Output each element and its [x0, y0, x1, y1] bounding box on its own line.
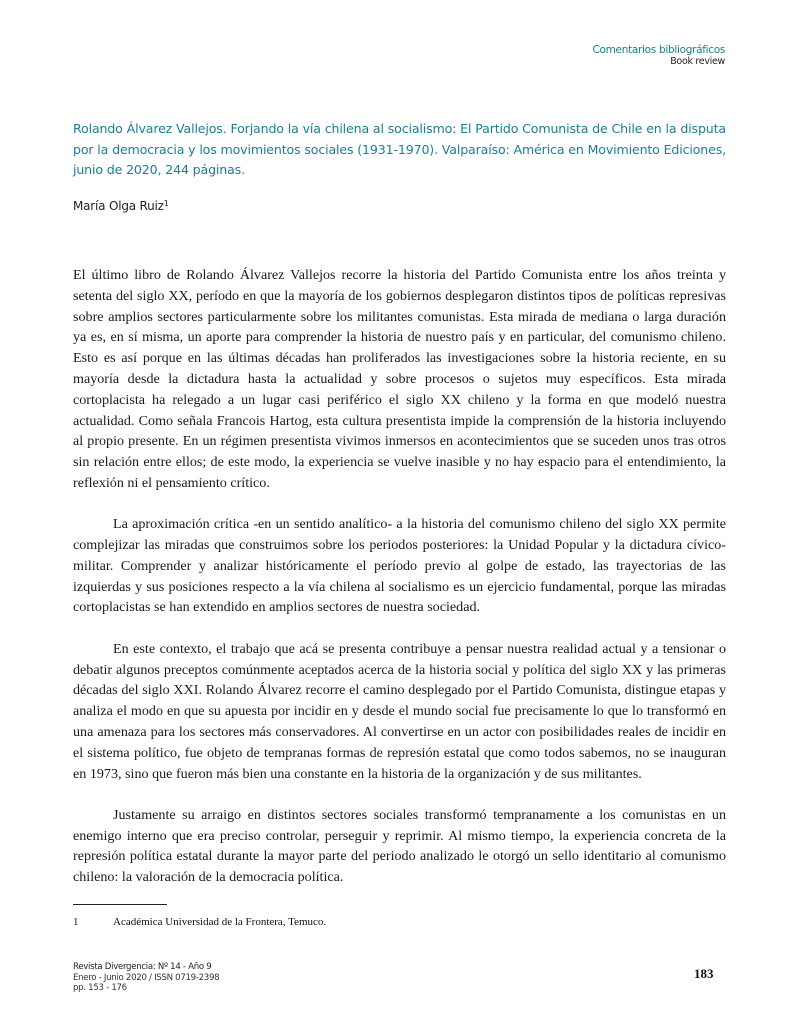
- author-name: María Olga Ruiz: [73, 199, 164, 213]
- paragraph: El último libro de Rolando Álvarez Vallejos recorre la historia del Partido Comunista entre los años treinta y setenta del siglo XX, período en que la mayoría de los gobiernos desplegaron distintos tipos de políticas represivas sobre amplios sectores particularmente sobre los militantes comunistas. Esta mirada de mediana o larga duración ya es, en sí misma, un aporte para comprender la historia de nuestro país y en particular, del comunismo chileno. Esto es así porque en las últimas décadas han proliferados las investigaciones sobre la historia reciente, en su mayoría desde la dictadura hasta la actualidad y sobre procesos o sujetos muy específicos. Esta mirada cortoplacista ha relegado a un lugar casi periférico el siglo XX chileno y la forma en que modeló nuestra actualidad. Como señala Francois Hartog, esta cultura presentista impide la comprensión de la historia incluyendo al propio presente. En un régimen presentista vivimos inmersos en acontecimientos que se suceden unos tras otros sin relación entre ellos; de este modo, la experiencia se vuelve inasible y no hay espacio para el entendimiento, la reflexión ni el pensamiento crítico.: [73, 267, 726, 491]
- article-title: Rolando Álvarez Vallejos. Forjando la vía chilena al socialismo: El Partido Comunista de Chile en la disputa por la democracia y los movimientos sociales (1931-1970). Valparaíso: América en Movimiento Ediciones, junio de 2020, 244 páginas.: [73, 121, 726, 177]
- section-subtitle: Book review: [670, 56, 725, 67]
- paragraph: Justamente su arraigo en distintos sectores sociales transformó tempranamente a los comunistas en un enemigo interno que era preciso controlar, perseguir y reprimir. Al mismo tiempo, la experiencia concreta de la represión política estatal durante la mayor parte del periodo analizado le otorgó un sello identitario al comunismo chileno: la valoración de la democracia política.: [73, 806, 726, 886]
- author-line: [73, 199, 169, 213]
- footnote-divider: [73, 904, 167, 905]
- paragraph: La aproximación crítica -en un sentido analítico- a la historia del comunismo chileno del siglo XX permite complejizar las miradas que construimos sobre los periodos posteriores: la Unidad Popular y la dictadura cívico-militar. Comprender y analizar históricamente el período previo al golpe de estado, las trayectorias de las izquierdas y sus posiciones respecto a la vía chilena al socialismo es un ejercicio fundamental, porque las miradas cortoplacistas se han extendido en amplios sectores de nuestra sociedad.: [73, 516, 726, 616]
- article-body: [73, 265, 726, 909]
- section-title: Comentarios bibliográficos: [592, 44, 725, 56]
- journal-name: Revista Divergencia: Nº 14 - Año 9: [73, 962, 212, 972]
- journal-pages: pp. 153 - 176: [73, 983, 127, 993]
- running-header: [592, 44, 725, 67]
- journal-info: [73, 962, 219, 994]
- page-number: 183: [694, 966, 714, 981]
- footnote-text: Académica Universidad de la Frontera, Temuco.: [113, 916, 327, 928]
- footnote: [73, 916, 326, 928]
- paragraph: En este contexto, el trabajo que acá se presenta contribuye a pensar nuestra realidad actual y a tensionar o debatir algunos preceptos comúnmente aceptados acerca de la historia social y política del siglo XX y las primeras décadas del siglo XXI. Rolando Álvarez recorre el camino desplegado por el Partido Comunista, distingue etapas y analiza el modo en que su apuesta por incidir en y desde el mundo social fue precisamente lo que lo transformó en una amenaza para los sectores más conservadores. Al convertirse en un actor con posibilidades reales de incidir en el sistema político, fue objeto de tempranas formas de represión estatal que como todos sabemos, no se inauguran en 1973, sino que fueron más bien una constante en la historia de la organización y de sus militantes.: [73, 640, 726, 782]
- footnote-number: 1: [73, 916, 79, 928]
- footnote-ref[interactable]: 1: [163, 199, 169, 208]
- journal-issue: Enero - Junio 2020 / ISSN 0719-2398: [73, 972, 220, 983]
